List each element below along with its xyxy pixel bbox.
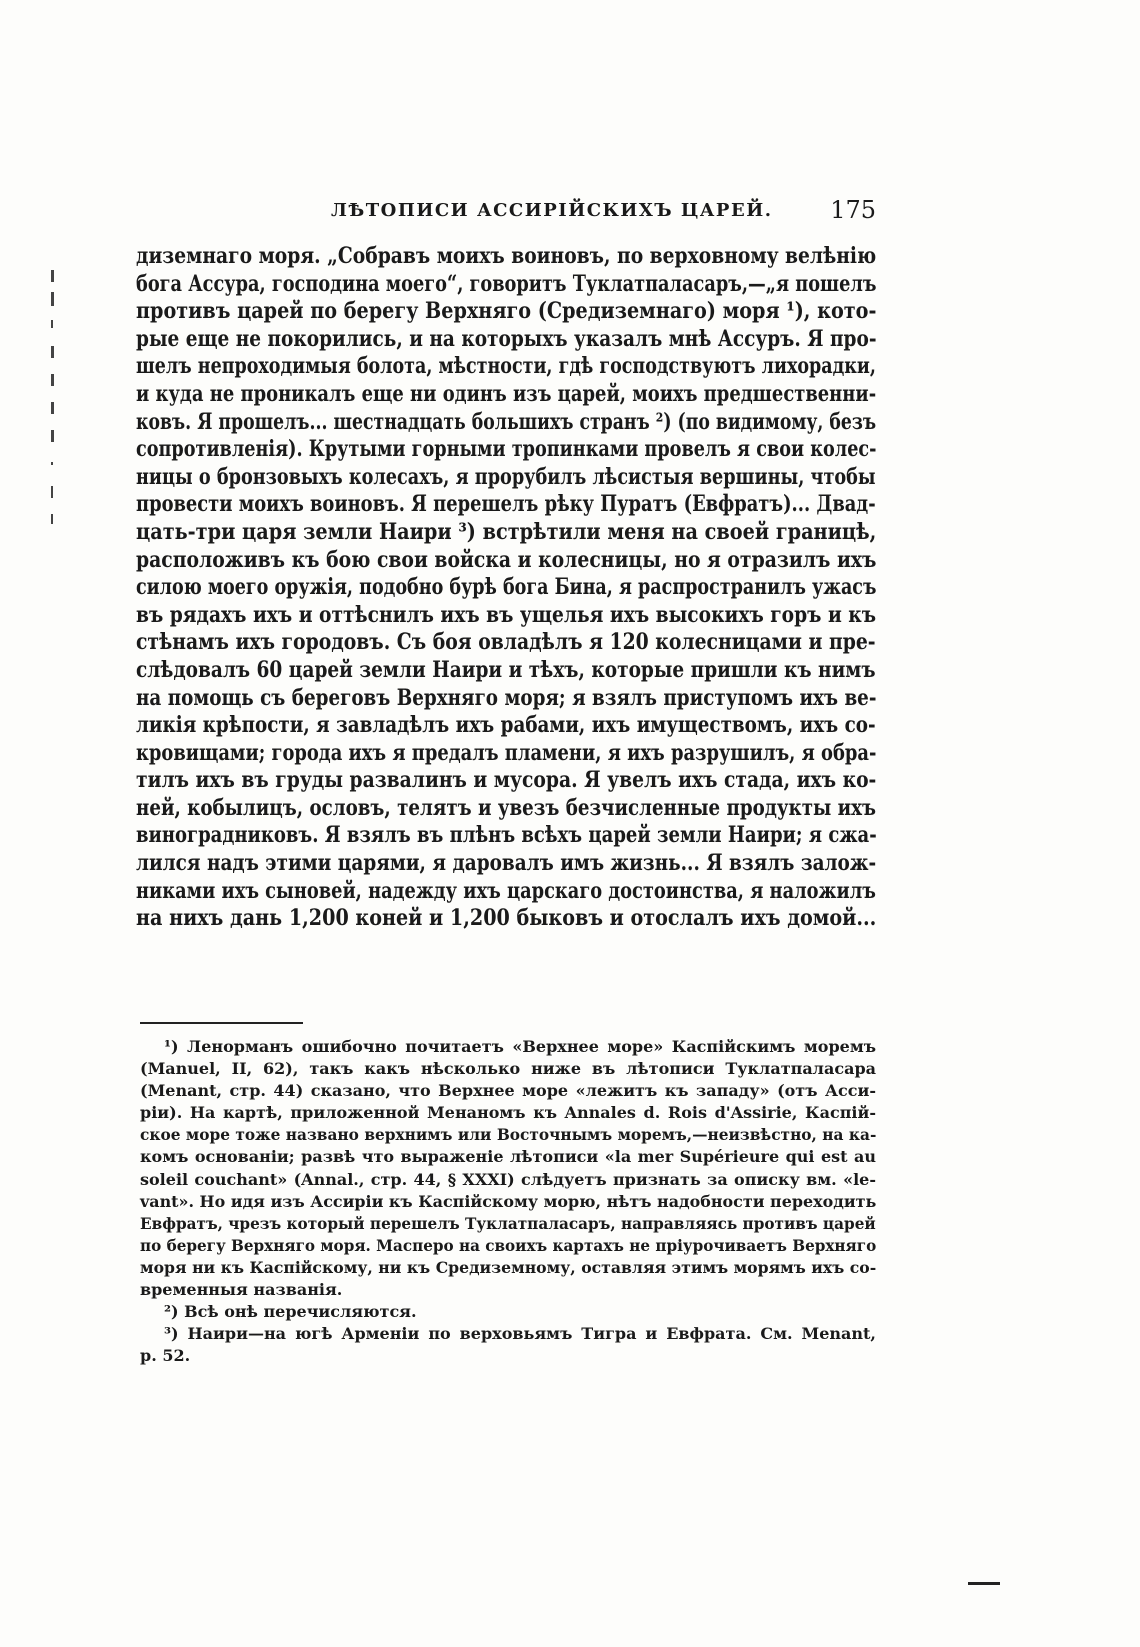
footnotes: [140, 1036, 876, 1367]
body-text: [136, 243, 876, 933]
bottom-dash: [968, 1582, 1000, 1585]
body-line: лился надъ этими царями, я даровалъ имъ жизнь... Я взялъ залож-: [136, 850, 877, 877]
footnote-line: soleil couchant» (Annal., стр. 44, § XXXI) слѣдуетъ признать за описку вм. «le-: [140, 1169, 876, 1189]
body-line: кровищами; города ихъ я предалъ пламени, я ихъ разрушилъ, я обра-: [136, 739, 877, 766]
footnote-line: vant». Но идя изъ Ассиріи къ Каспійскому морю, нѣтъ надобности переходить: [140, 1191, 877, 1211]
body-line: сопротивленія). Крутыми горными тропинками провелъ я свои колес-: [136, 436, 877, 463]
body-line: силою моего оружія, подобно бурѣ бога Бина, я распространилъ ужасъ: [136, 574, 877, 601]
body-line: ней, кобылицъ, ословъ, телятъ и увезъ безчисленные продукты ихъ: [136, 794, 877, 821]
body-line: бога Ассура, господина моего“, говоритъ Туклатпаласаръ,—„я пошелъ: [136, 270, 877, 297]
body-line: ницы о бронзовыхъ колесахъ, я прорубилъ лѣсистыя вершины, чтобы: [136, 463, 876, 490]
body-line: ковъ. Я прошелъ... шестнадцать большихъ странъ ²) (по видимому, безъ: [136, 408, 877, 435]
body-line: ликія крѣпости, я завладѣлъ ихъ рабами, ихъ имуществомъ, ихъ со-: [136, 712, 876, 739]
footnote-line: ріи). На картѣ, приложенной Менаномъ къ Annales d. Rois d'Assirie, Каспій-: [140, 1103, 876, 1123]
running-title: ЛѢТОПИСИ АССИРІЙСКИХЪ ЦАРЕЙ.: [331, 200, 773, 221]
footnote-line: ³) Наири—на югѣ Арменіи по верховьямъ Тигра и Евфрата. См. Menant,: [164, 1324, 876, 1344]
body-line: провести моихъ воиновъ. Я перешелъ рѣку Пуратъ (Евфратъ)... Двад-: [136, 491, 876, 518]
body-line: виноградниковъ. Я взялъ въ плѣнъ всѣхъ царей земли Наири; я сжа-: [136, 822, 877, 849]
footnote-line: Евфратъ, чрезъ который перешелъ Туклатпаласаръ, направляясь противъ царей: [140, 1213, 876, 1233]
body-line: слѣдовалъ 60 царей земли Наири и тѣхъ, которые пришли къ нимъ: [136, 656, 876, 683]
body-line: въ рядахъ ихъ и оттѣснилъ ихъ въ ущелья ихъ высокихъ горъ и къ: [136, 601, 877, 628]
body-line: никами ихъ сыновей, надежду ихъ царскаго достоинства, я наложилъ: [136, 877, 876, 904]
body-line: диземнаго моря. „Собравъ моихъ воиновъ, по верховному велѣнію: [136, 243, 877, 269]
footnote-line: временныя названія.: [140, 1280, 343, 1300]
body-line: и куда не проникалъ еще ни одинъ изъ царей, моихъ предшественни-: [136, 380, 877, 407]
footnote-line: p. 52.: [140, 1346, 191, 1366]
page-number: 175: [830, 196, 876, 224]
body-line: цать-три царя земли Наири ³) встрѣтили меня на своей границѣ,: [136, 518, 877, 545]
footnote-line: ¹) Ленорманъ ошибочно почитаетъ «Верхнее море» Каспійскимъ моремъ: [164, 1037, 876, 1056]
body-line: шелъ непроходимыя болота, мѣстности, гдѣ господствуютъ лихорадки,: [136, 353, 876, 380]
body-line: на нихъ дань 1,200 коней и 1,200 быковъ и отослалъ ихъ домой...: [136, 905, 877, 932]
body-line: тилъ ихъ въ груды развалинъ и мусора. Я увелъ ихъ стада, ихъ ко-: [136, 767, 877, 794]
footnote-line: (Menant, стр. 44) сказано, что Верхнее море «лежитъ къ западу» (отъ Асси-: [140, 1081, 876, 1101]
footnote-separator: [140, 1022, 303, 1024]
footnote-line: (Manuel, II, 62), такъ какъ нѣсколько ниже въ лѣтописи Туклатпаласара: [140, 1059, 876, 1079]
body-line: стѣнамъ ихъ городовъ. Съ боя овладѣлъ я 120 колесницами и пре-: [136, 629, 876, 656]
body-line: рые еще не покорились, и на которыхъ указалъ мнѣ Ассуръ. Я про-: [136, 325, 877, 352]
body-line: на помощь съ береговъ Верхняго моря; я взялъ приступомъ ихъ ве-: [136, 684, 877, 711]
footnote-line: моря ни къ Каспійскому, ни къ Средиземному, оставляя этимъ морямъ ихъ со-: [140, 1257, 877, 1277]
footnote-line: по берегу Верхняго моря. Масперо на своихъ картахъ не пріурочиваетъ Верхняго: [140, 1235, 877, 1255]
body-line: расположивъ къ бою свои войска и колесницы, но я отразилъ ихъ: [136, 546, 877, 573]
footnote-line: ское море тоже названо верхнимъ или Восточнымъ моремъ,—неизвѣстно, на ка-: [140, 1125, 877, 1145]
page-header: [136, 196, 876, 236]
body-line: противъ царей по берегу Верхняго (Средиземнаго) моря ¹), кото-: [136, 298, 877, 325]
margin-marks: [48, 270, 60, 560]
footnote-line: комъ основаніи; развѣ что выраженіе лѣтописи «la mer Supérieure qui est au: [140, 1147, 876, 1167]
footnote-line: ²) Всѣ онѣ перечисляются.: [164, 1302, 417, 1322]
